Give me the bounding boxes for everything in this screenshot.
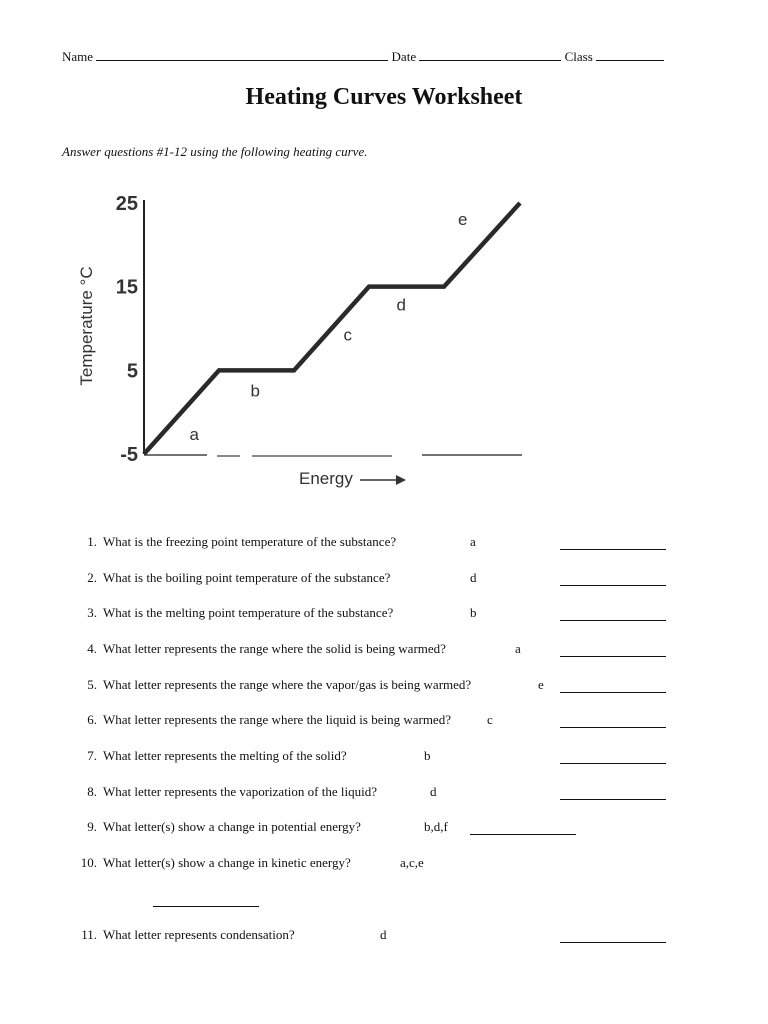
name-blank[interactable] bbox=[96, 48, 388, 61]
student-info-header bbox=[62, 48, 664, 65]
segment-label-c: c bbox=[343, 325, 352, 345]
heating-curve-chart bbox=[62, 176, 548, 496]
class-blank[interactable] bbox=[596, 48, 664, 61]
segment-label-a: a bbox=[189, 425, 199, 445]
y-tick-label: 15 bbox=[115, 276, 138, 299]
question-text: What is the melting point temperature of the substance? bbox=[103, 605, 394, 620]
answer-blank[interactable] bbox=[560, 548, 666, 550]
question-text: What letter represents the range where the vapor/gas is being warmed? bbox=[103, 677, 472, 692]
question-answer: b,d,f bbox=[424, 819, 448, 834]
date-blank[interactable] bbox=[419, 48, 561, 61]
y-tick-label: 5 bbox=[126, 360, 138, 383]
y-axis-title: Temperature °C bbox=[77, 266, 96, 386]
answer-blank[interactable] bbox=[470, 833, 576, 835]
heating-curve-line bbox=[144, 203, 520, 454]
question-answer: a,c,e bbox=[400, 855, 424, 870]
question-number: 6. bbox=[87, 712, 97, 727]
question-number: 2. bbox=[87, 570, 97, 585]
question-answer: a bbox=[515, 641, 521, 656]
question-answer: d bbox=[430, 784, 437, 799]
answer-blank[interactable] bbox=[560, 655, 666, 657]
question-answer: e bbox=[538, 677, 544, 692]
question-text: What is the boiling point temperature of the substance? bbox=[103, 570, 391, 585]
question-number: 8. bbox=[87, 784, 97, 799]
segment-label-d: d bbox=[396, 295, 406, 315]
question-answer: d bbox=[380, 927, 387, 942]
answer-blank[interactable] bbox=[560, 762, 666, 764]
question-answer: c bbox=[487, 712, 493, 727]
question-text: What letter(s) show a change in potential energy? bbox=[103, 819, 361, 834]
answer-blank[interactable] bbox=[560, 584, 666, 586]
y-tick-label: 25 bbox=[115, 193, 138, 215]
segment-label-b: b bbox=[250, 381, 260, 401]
question-answer: b bbox=[470, 605, 477, 620]
question-number: 1. bbox=[87, 534, 97, 549]
worksheet-title: Heating Curves Worksheet bbox=[245, 84, 523, 110]
instructions: Answer questions #1-12 using the following heating curve. bbox=[62, 144, 368, 159]
question-text: What letter(s) show a change in kinetic energy? bbox=[103, 855, 351, 870]
question-number: 5. bbox=[87, 677, 97, 692]
answer-blank[interactable] bbox=[560, 619, 666, 621]
answer-blank[interactable] bbox=[560, 726, 666, 728]
question-number: 9. bbox=[87, 819, 97, 834]
question-answer: d bbox=[470, 570, 477, 585]
class-label: Class bbox=[564, 49, 593, 64]
question-text: What letter represents the melting of the solid? bbox=[103, 748, 347, 763]
name-label: Name bbox=[62, 49, 94, 64]
segment-label-e: e bbox=[458, 209, 468, 229]
question-item bbox=[75, 855, 675, 873]
y-axis-title-group bbox=[77, 266, 96, 385]
question-number: 7. bbox=[87, 748, 97, 763]
answer-blank[interactable] bbox=[560, 691, 666, 693]
question-text: What letter represents the vaporization of the liquid? bbox=[103, 784, 377, 799]
question-number: 11. bbox=[81, 927, 97, 942]
date-label: Date bbox=[391, 49, 417, 64]
answer-blank[interactable] bbox=[560, 798, 666, 800]
answer-blank[interactable] bbox=[560, 941, 666, 943]
question-text: What letter represents the range where the solid is being warmed? bbox=[103, 641, 446, 656]
x-axis-title: Energy bbox=[299, 469, 353, 488]
x-axis-baseline bbox=[144, 455, 522, 456]
question-number: 10. bbox=[80, 855, 97, 870]
question-text: What is the freezing point temperature of the substance? bbox=[103, 534, 397, 549]
question-text: What letter represents the range where the liquid is being warmed? bbox=[103, 712, 451, 727]
energy-arrow bbox=[360, 475, 406, 485]
question-text: What letter represents condensation? bbox=[103, 927, 295, 942]
answer-blank[interactable] bbox=[153, 905, 259, 907]
question-answer: b bbox=[424, 748, 431, 763]
question-number: 4. bbox=[87, 641, 97, 656]
question-item bbox=[75, 819, 675, 837]
question-answer: a bbox=[470, 534, 476, 549]
y-tick-label: -5 bbox=[120, 444, 138, 466]
question-number: 3. bbox=[87, 605, 97, 620]
